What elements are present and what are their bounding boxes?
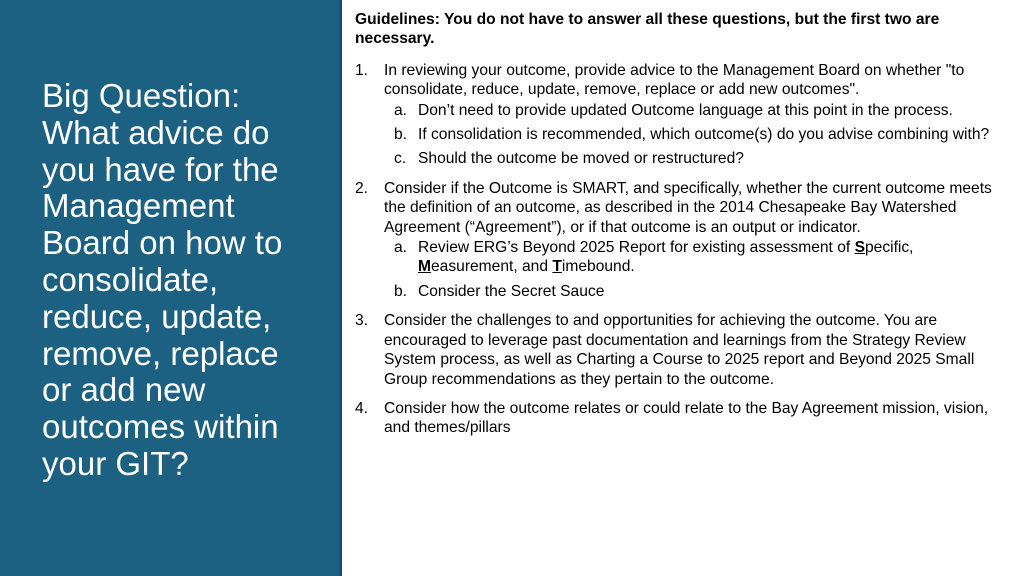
smart-t-letter: T bbox=[552, 258, 562, 276]
item-number: 2. bbox=[355, 179, 369, 197]
item-number: 4. bbox=[355, 399, 369, 417]
item-text: In reviewing your outcome, provide advice to the Management Board on whether "to consolidate, reduce, update, remove, replace or add new outcomes". bbox=[384, 61, 965, 99]
item-text: Consider how the outcome relates or could relate to the Bay Agreement mission, vision, and themes/pillars bbox=[384, 399, 989, 437]
item-text: Consider if the Outcome is SMART, and specifically, whether the current outcome meets the definition of an outcome, as described in the 2014 Chesapeake Bay Watershed Agreement (“Agreement”), or if that outcome is an output or indicator. bbox=[384, 179, 992, 236]
sub-item-1a bbox=[384, 101, 1015, 120]
sub-item-text: If consolidation is recommended, which outcome(s) do you advise combining with? bbox=[418, 126, 990, 144]
sub-item-letter: c. bbox=[394, 150, 407, 168]
big-question-heading: Big Question: What advice do you have for the Management Board on how to consolidate, reduce, update, remove, replace or add new outcomes within your GIT? bbox=[42, 77, 283, 482]
left-panel bbox=[0, 0, 342, 576]
sub-item-text-mid: pecific, bbox=[864, 239, 914, 257]
guidelines-panel bbox=[355, 10, 1015, 448]
sub-item-2b bbox=[384, 282, 1015, 301]
smart-m-letter: M bbox=[418, 258, 431, 276]
sub-item-letter: a. bbox=[394, 239, 408, 257]
sub-item-letter: b. bbox=[394, 126, 408, 144]
sub-item-text bbox=[418, 239, 914, 275]
sub-item-text-mid: easurement, and bbox=[431, 258, 553, 276]
question-item-4 bbox=[355, 399, 1015, 438]
sub-item-1b bbox=[384, 125, 1015, 144]
question-item-1 bbox=[355, 61, 1015, 169]
sub-item-text: Consider the Secret Sauce bbox=[418, 282, 605, 300]
smart-s-letter: S bbox=[854, 239, 865, 257]
item-number: 1. bbox=[355, 61, 369, 79]
sub-item-text-start: Review ERG’s Beyond 2025 Report for existing assessment of bbox=[418, 239, 855, 257]
sub-list bbox=[384, 238, 1015, 301]
sub-list bbox=[384, 101, 1015, 169]
question-item-3 bbox=[355, 311, 1015, 389]
sub-item-text: Should the outcome be moved or restructured? bbox=[418, 150, 744, 168]
guidelines-heading: Guidelines: You do not have to answer all these questions, but the first two are necessary. bbox=[355, 11, 940, 48]
sub-item-text: Don’t need to provide updated Outcome language at this point in the process. bbox=[418, 101, 953, 119]
sub-item-letter: a. bbox=[394, 101, 408, 119]
item-number: 3. bbox=[355, 312, 369, 330]
question-list bbox=[355, 61, 1015, 438]
sub-item-letter: b. bbox=[394, 282, 408, 300]
item-text: Consider the challenges to and opportunities for achieving the outcome. You are encouraged to leverage past documentation and learnings from the Strategy Review System process, as well as Charting a Course to 2025 report and Beyond 2025 Small Group recommendations as they pertain to the outcome. bbox=[384, 312, 975, 388]
question-item-2 bbox=[355, 179, 1015, 301]
sub-item-2a bbox=[384, 238, 1015, 277]
sub-item-1c bbox=[384, 149, 1015, 168]
sub-item-text-end: imebound. bbox=[561, 258, 635, 276]
